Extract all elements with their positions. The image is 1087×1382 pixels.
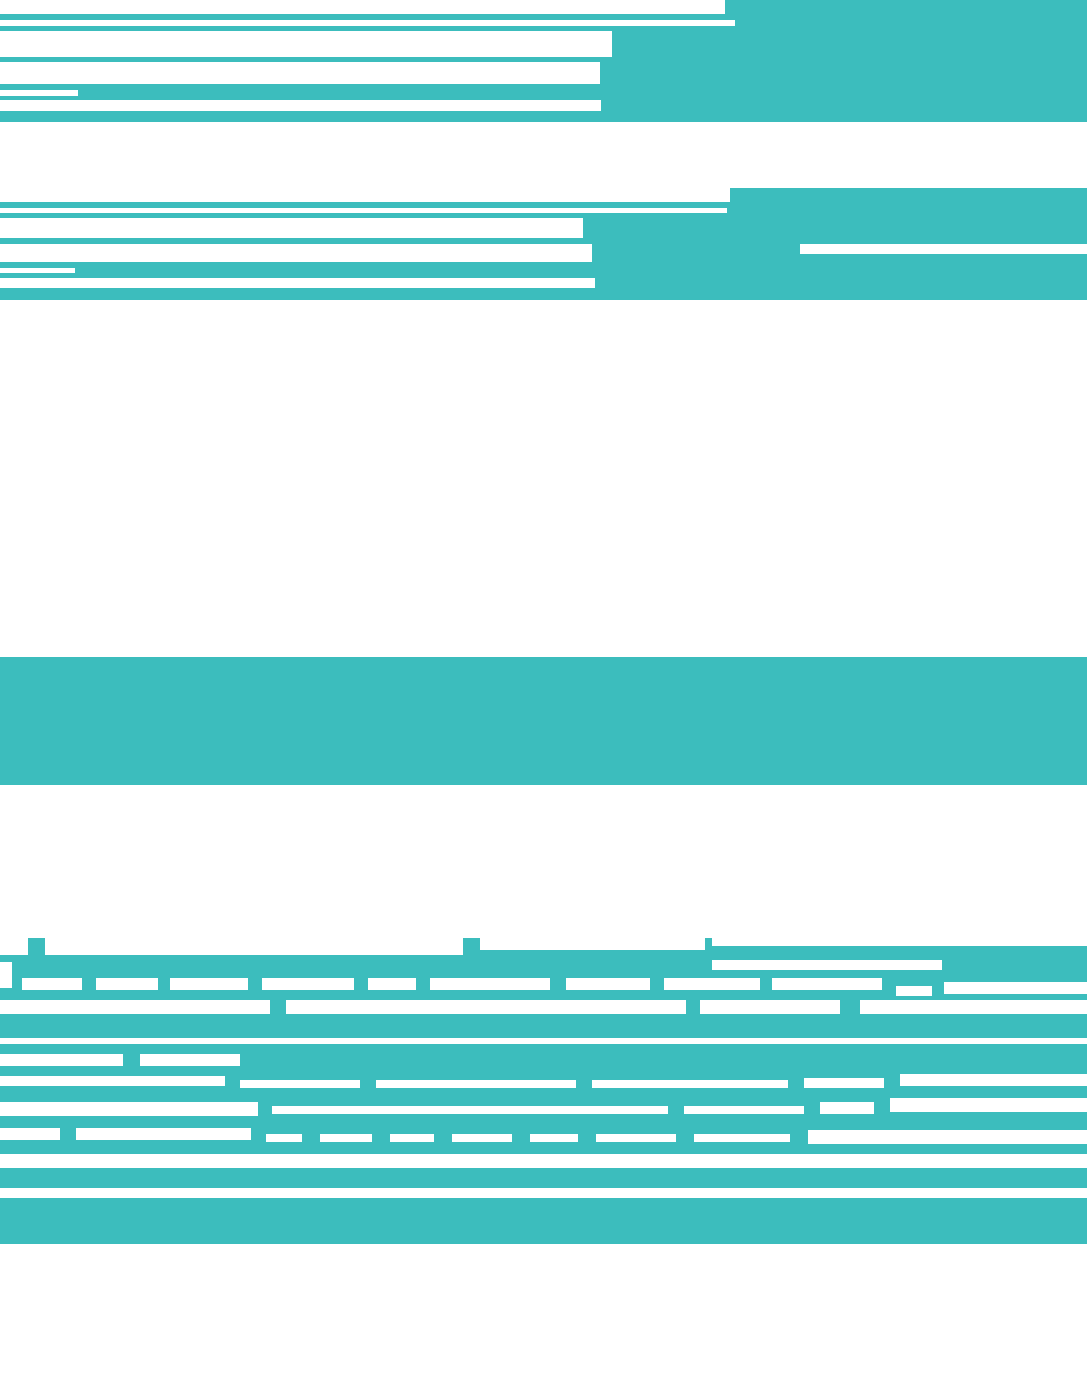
white-strip bbox=[430, 978, 550, 990]
white-strip bbox=[266, 1134, 302, 1142]
white-strip bbox=[0, 1054, 123, 1066]
white-strip bbox=[76, 1128, 251, 1140]
white-strip bbox=[0, 1038, 1087, 1044]
white-strip bbox=[0, 268, 75, 273]
white-strip bbox=[0, 62, 600, 84]
white-strip bbox=[320, 1134, 372, 1142]
white-strip bbox=[592, 1080, 788, 1088]
white-strip bbox=[0, 962, 12, 988]
white-strip bbox=[772, 978, 882, 990]
white-strip bbox=[808, 1130, 1087, 1144]
band-group-bottom bbox=[0, 938, 1087, 1270]
white-strip bbox=[900, 1074, 1087, 1086]
white-strip bbox=[0, 1076, 225, 1086]
white-strip bbox=[480, 938, 705, 950]
white-strip bbox=[272, 1106, 668, 1114]
white-strip bbox=[45, 938, 463, 955]
white-strip bbox=[368, 978, 416, 990]
white-strip bbox=[800, 244, 1087, 254]
white-strip bbox=[0, 278, 595, 288]
white-strip bbox=[700, 1000, 840, 1014]
white-strip bbox=[0, 208, 727, 213]
band-group-middle-solid bbox=[0, 657, 1087, 785]
white-strip bbox=[452, 1134, 512, 1142]
white-strip bbox=[566, 978, 650, 990]
white-strip bbox=[0, 1188, 1087, 1198]
white-strip bbox=[0, 218, 583, 238]
white-strip bbox=[286, 1000, 686, 1014]
white-strip bbox=[0, 1128, 60, 1140]
white-strip bbox=[860, 1000, 1087, 1014]
white-strip bbox=[684, 1106, 804, 1114]
white-strip bbox=[712, 938, 1087, 946]
teal-band bbox=[0, 657, 1087, 785]
white-strip bbox=[664, 978, 760, 990]
white-strip bbox=[96, 978, 158, 990]
white-strip bbox=[0, 31, 612, 57]
white-strip bbox=[0, 1244, 1087, 1270]
white-strip bbox=[22, 978, 82, 990]
white-strip bbox=[0, 300, 1087, 320]
white-strip bbox=[890, 1098, 1087, 1112]
white-strip bbox=[240, 1080, 360, 1088]
white-strip bbox=[0, 90, 78, 96]
white-strip bbox=[0, 188, 730, 202]
white-strip bbox=[0, 20, 735, 26]
white-strip bbox=[0, 1154, 1087, 1168]
white-strip bbox=[390, 1134, 434, 1142]
white-strip bbox=[0, 122, 1087, 132]
white-strip bbox=[596, 1134, 676, 1142]
white-strip bbox=[140, 1054, 240, 1066]
white-strip bbox=[0, 1000, 270, 1014]
white-strip bbox=[944, 982, 1087, 994]
white-strip bbox=[0, 100, 601, 111]
white-strip bbox=[804, 1078, 884, 1088]
white-strip bbox=[170, 978, 248, 990]
band-group-second bbox=[0, 188, 1087, 320]
white-strip bbox=[0, 938, 28, 955]
white-strip bbox=[530, 1134, 578, 1142]
white-strip bbox=[694, 1134, 790, 1142]
white-strip bbox=[262, 978, 354, 990]
white-strip bbox=[896, 986, 932, 996]
white-strip bbox=[0, 1102, 258, 1116]
band-group-top bbox=[0, 0, 1087, 132]
white-strip bbox=[712, 960, 942, 970]
white-strip bbox=[0, 244, 592, 262]
white-strip bbox=[376, 1080, 576, 1088]
white-strip bbox=[0, 0, 725, 14]
white-strip bbox=[820, 1102, 874, 1114]
